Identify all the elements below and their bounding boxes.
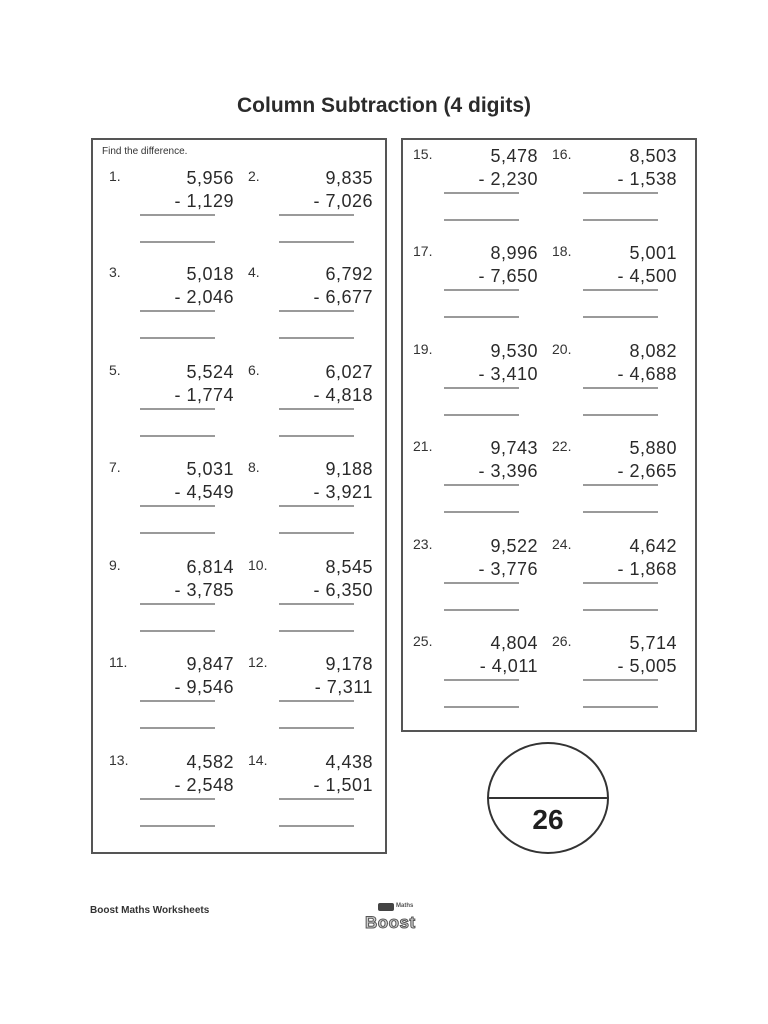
problem-2 <box>248 168 373 246</box>
minuend: 9,178 <box>325 654 373 674</box>
answer-line[interactable] <box>444 511 519 513</box>
problems-panel-left <box>91 138 387 854</box>
subtrahend: - 6,677 <box>313 287 373 307</box>
operation-line <box>444 484 519 486</box>
problem-number: 14. <box>248 752 268 768</box>
minuend: 8,996 <box>490 243 538 263</box>
subtrahend: - 3,785 <box>174 580 234 600</box>
operation-line <box>279 408 354 410</box>
subtrahend: - 3,921 <box>313 482 373 502</box>
operation-line <box>140 798 215 800</box>
answer-line[interactable] <box>279 727 354 729</box>
problem-number: 24. <box>552 536 572 552</box>
answer-line[interactable] <box>140 727 215 729</box>
operation-line <box>444 192 519 194</box>
answer-line[interactable] <box>279 337 354 339</box>
problem-15 <box>413 146 538 224</box>
operation-line <box>279 798 354 800</box>
problem-7 <box>109 459 234 537</box>
minuend: 6,814 <box>186 557 234 577</box>
answer-line[interactable] <box>583 609 658 611</box>
minuend: 8,545 <box>325 557 373 577</box>
minuend: 9,835 <box>325 168 373 188</box>
subtrahend: - 2,230 <box>478 169 538 189</box>
answer-line[interactable] <box>140 435 215 437</box>
problem-19 <box>413 341 538 419</box>
instructions: Find the difference. <box>102 146 188 157</box>
subtrahend: - 7,311 <box>314 677 373 697</box>
problem-number: 25. <box>413 633 433 649</box>
problem-17 <box>413 243 538 321</box>
minuend: 9,743 <box>490 438 538 458</box>
operation-line <box>583 679 658 681</box>
problem-number: 23. <box>413 536 433 552</box>
problem-25 <box>413 633 538 711</box>
operation-line <box>140 603 215 605</box>
answer-line[interactable] <box>279 532 354 534</box>
problem-number: 11. <box>109 654 128 670</box>
operation-line <box>583 582 658 584</box>
subtrahend: - 6,350 <box>313 580 373 600</box>
worksheet-title: Column Subtraction (4 digits) <box>237 94 531 117</box>
answer-line[interactable] <box>444 316 519 318</box>
subtrahend: - 7,650 <box>478 266 538 286</box>
subtrahend: - 2,548 <box>174 775 234 795</box>
subtrahend: - 4,500 <box>617 266 677 286</box>
problem-number: 1. <box>109 168 121 184</box>
problem-4 <box>248 264 373 342</box>
answer-line[interactable] <box>444 219 519 221</box>
score-total: 26 <box>532 804 564 835</box>
subtrahend: - 5,005 <box>617 656 677 676</box>
logo-word: Boost <box>365 913 416 932</box>
minuend: 9,522 <box>490 536 538 556</box>
problem-number: 12. <box>248 654 268 670</box>
problem-8 <box>248 459 373 537</box>
answer-line[interactable] <box>140 532 215 534</box>
answer-line[interactable] <box>583 219 658 221</box>
problem-number: 2. <box>248 168 260 184</box>
problem-number: 7. <box>109 459 121 475</box>
operation-line <box>279 310 354 312</box>
minuend: 6,027 <box>325 362 373 382</box>
problem-18 <box>552 243 677 321</box>
problem-24 <box>552 536 677 614</box>
logo-icon <box>378 903 394 911</box>
problem-3 <box>109 264 234 342</box>
minuend: 5,478 <box>490 146 538 166</box>
problem-6 <box>248 362 373 440</box>
minuend: 4,804 <box>490 633 538 653</box>
problem-5 <box>109 362 234 440</box>
minuend: 4,438 <box>325 752 373 772</box>
problem-11 <box>109 654 234 732</box>
operation-line <box>140 505 215 507</box>
minuend: 5,880 <box>629 438 677 458</box>
answer-line[interactable] <box>279 435 354 437</box>
operation-line <box>279 700 354 702</box>
minuend: 4,582 <box>186 752 234 772</box>
problem-number: 3. <box>109 264 121 280</box>
minuend: 6,792 <box>325 264 373 284</box>
minuend: 5,018 <box>186 264 234 284</box>
operation-line <box>279 214 354 216</box>
minuend: 8,503 <box>629 146 677 166</box>
subtrahend: - 2,665 <box>617 461 677 481</box>
answer-line[interactable] <box>444 706 519 708</box>
problem-number: 16. <box>552 146 572 162</box>
subtrahend: - 1,501 <box>313 775 373 795</box>
problem-number: 6. <box>248 362 260 378</box>
answer-line[interactable] <box>140 825 215 827</box>
subtrahend: - 4,549 <box>174 482 234 502</box>
problem-number: 18. <box>552 243 572 259</box>
minuend: 9,847 <box>186 654 234 674</box>
minuend: 5,956 <box>186 168 234 188</box>
answer-line[interactable] <box>583 316 658 318</box>
answer-line[interactable] <box>583 414 658 416</box>
answer-line[interactable] <box>583 706 658 708</box>
answer-line[interactable] <box>140 630 215 632</box>
answer-line[interactable] <box>279 825 354 827</box>
subtrahend: - 1,129 <box>174 191 234 211</box>
operation-line <box>444 582 519 584</box>
operation-line <box>583 387 658 389</box>
answer-line[interactable] <box>444 609 519 611</box>
problem-14 <box>248 752 373 830</box>
operation-line <box>444 289 519 291</box>
problem-number: 19. <box>413 341 433 357</box>
problem-12 <box>248 654 373 732</box>
answer-line[interactable] <box>279 241 354 243</box>
subtrahend: - 1,868 <box>617 559 677 579</box>
answer-line[interactable] <box>140 241 215 243</box>
problem-9 <box>109 557 234 635</box>
subtrahend: - 3,410 <box>478 364 538 384</box>
answer-line[interactable] <box>140 337 215 339</box>
minuend: 9,188 <box>325 459 373 479</box>
problem-number: 15. <box>413 146 433 162</box>
problem-13 <box>109 752 234 830</box>
answer-line[interactable] <box>583 511 658 513</box>
operation-line <box>583 289 658 291</box>
problem-23 <box>413 536 538 614</box>
problem-number: 5. <box>109 362 121 378</box>
operation-line <box>140 310 215 312</box>
score-divider <box>489 797 607 799</box>
subtrahend: - 9,546 <box>174 677 234 697</box>
problem-26 <box>552 633 677 711</box>
operation-line <box>444 387 519 389</box>
operation-line <box>444 679 519 681</box>
minuend: 5,001 <box>629 243 677 263</box>
operation-line <box>140 408 215 410</box>
subtrahend: - 4,818 <box>313 385 373 405</box>
problem-number: 10. <box>248 557 268 573</box>
subtrahend: - 2,046 <box>174 287 234 307</box>
problem-22 <box>552 438 677 516</box>
minuend: 9,530 <box>490 341 538 361</box>
subtrahend: - 7,026 <box>313 191 373 211</box>
problem-number: 26. <box>552 633 572 649</box>
problem-number: 8. <box>248 459 260 475</box>
problem-1 <box>109 168 234 246</box>
logo-small-text: Maths <box>396 903 414 909</box>
operation-line <box>140 700 215 702</box>
problem-number: 20. <box>552 341 572 357</box>
problem-number: 13. <box>109 752 129 768</box>
boost-logo <box>364 900 424 936</box>
problem-number: 22. <box>552 438 572 454</box>
operation-line <box>140 214 215 216</box>
minuend: 5,714 <box>629 633 677 653</box>
subtrahend: - 3,396 <box>478 461 538 481</box>
minuend: 5,524 <box>186 362 234 382</box>
problem-number: 4. <box>248 264 260 280</box>
subtrahend: - 1,774 <box>174 385 234 405</box>
minuend: 5,031 <box>186 459 234 479</box>
answer-line[interactable] <box>444 414 519 416</box>
problem-20 <box>552 341 677 419</box>
problem-21 <box>413 438 538 516</box>
problem-number: 21. <box>413 438 433 454</box>
operation-line <box>279 603 354 605</box>
operation-line <box>583 192 658 194</box>
problem-number: 9. <box>109 557 121 573</box>
publisher-name: Boost Maths Worksheets <box>90 905 210 916</box>
subtrahend: - 4,011 <box>479 656 538 676</box>
problem-16 <box>552 146 677 224</box>
problems-panel-right <box>401 138 697 732</box>
problem-number: 17. <box>413 243 433 259</box>
subtrahend: - 1,538 <box>617 169 677 189</box>
score-circle <box>487 742 609 854</box>
subtrahend: - 4,688 <box>617 364 677 384</box>
minuend: 4,642 <box>629 536 677 556</box>
problem-10 <box>248 557 373 635</box>
minuend: 8,082 <box>629 341 677 361</box>
operation-line <box>279 505 354 507</box>
operation-line <box>583 484 658 486</box>
answer-line[interactable] <box>279 630 354 632</box>
subtrahend: - 3,776 <box>478 559 538 579</box>
